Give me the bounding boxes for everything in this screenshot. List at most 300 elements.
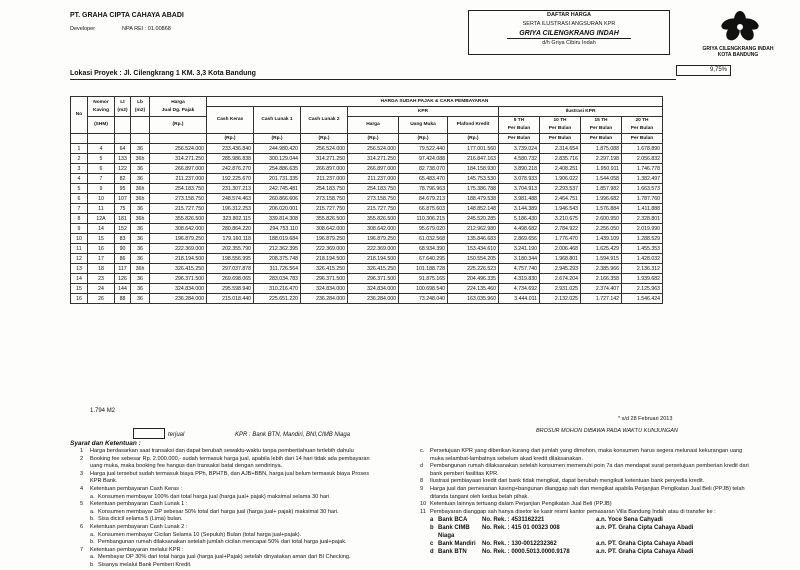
logo-caption-line-2: KOTA BANDUNG [717,52,759,58]
table-row [71,214,663,224]
table-cell: 254.183.750 [150,184,207,194]
date-note: * s/d 28 Februari 2013 [618,416,673,422]
table-cell: 11 [71,244,88,254]
terjual-legend-box [133,428,165,439]
table-cell: 36 [131,234,150,244]
table-cell: 64 [115,144,131,154]
table-cell: 236.284.000 [348,294,399,304]
table-cell: 266.897.000 [348,164,399,174]
price-table-body [71,144,663,304]
table-cell: 12 [71,254,88,264]
table-cell: 4 [88,144,115,154]
table-cell: 225.226.523 [448,264,499,274]
table-cell: 126 [115,274,131,284]
table-cell: 1.455.353 [622,244,663,254]
table-cell: 308.642.000 [301,224,348,234]
term-item [90,516,380,524]
table-cell: 355.826.500 [301,214,348,224]
table-cell: 36h [131,214,150,224]
term-text: Konsumen membayar DP sebesar 50% total dari harga jual (harga jual+ pajak) maksimal 30 hari. [98,508,339,515]
table-cell: 36 [131,224,150,234]
bank-row [430,524,750,540]
table-cell: 280.864.220 [207,224,254,234]
table-cell: 4.734.692 [499,284,540,294]
term-text: Konsumen membayar Cicilan Selama 10 (Sepuluh) Bulan (total harga jual+pajak). [98,531,302,538]
col-lb-label: Lb [137,99,143,105]
term-item [80,524,380,532]
table-cell: 3.180.344 [499,254,540,264]
term-text: Ketentuan pembayaran Cash Lunak 1 : [90,501,188,508]
table-cell: 355.826.500 [150,214,207,224]
table-cell: 324.834.000 [150,284,207,294]
col-blank-e [150,134,207,144]
table-cell: 148.852.148 [448,204,499,214]
col-15th-sub: Per Bulan [589,126,613,131]
table-cell: 2.945.293 [540,264,581,274]
table-row [71,184,663,194]
term-item [420,486,750,501]
bank-b: c [430,541,434,548]
term-text: Sisanya melalui Bank Pemberi Kredit. [98,561,192,568]
col-blank-c [115,134,131,144]
table-cell: 2.385.966 [581,264,622,274]
table-cell: 1.288.529 [622,234,663,244]
bank-rek: No. Rek. : 415 01 00323 008 [482,525,560,532]
term-item [420,509,750,517]
term-text: Ilustrasi pembiayaan kredit dari bank tidak mengikat, dapat berubah mengikuti ketentuan bank penyedia kredit. [430,478,705,485]
table-cell: 36h [131,154,150,164]
table-cell: 181 [115,214,131,224]
table-cell: 216.847.163 [448,154,499,164]
table-cell: 36 [131,284,150,294]
col-per-bulan-2: Per Bulan [540,134,581,144]
logo-caption-line-1: GRIYA CILENGKRANG INDAH [702,46,774,52]
col-lb-blank [131,117,150,134]
table-cell: 211.237.000 [348,174,399,184]
table-cell: 273.158.750 [348,194,399,204]
term-number: 2 [80,455,84,462]
table-cell: 184.158.930 [448,164,499,174]
price-table [70,96,663,304]
table-cell: 1 [71,144,88,154]
table-cell: 61.032.568 [399,234,448,244]
col-jual-label: Jual Dg. Pajak [161,107,195,113]
table-cell: 36h [131,194,150,204]
table-cell: 242.745.481 [254,184,301,194]
table-cell: 13 [71,264,88,274]
table-cell: 10 [88,194,115,204]
table-cell: 1.544.058 [581,174,622,184]
bank-name: Bank BTN [438,549,467,556]
bank-b: b [430,525,434,532]
table-cell: 296.371.500 [348,274,399,284]
table-cell: 248.574.463 [207,194,254,204]
bank-row [430,548,750,556]
term-number: 7 [80,546,84,553]
table-cell: 231.307.213 [207,184,254,194]
table-cell: 2.256.050 [581,224,622,234]
table-cell: 36 [131,274,150,284]
col-blank-d [131,134,150,144]
table-cell: 2.674.204 [540,274,581,284]
table-row [71,224,663,234]
table-cell: 308.642.000 [348,224,399,234]
term-text: Booking fee sebesar Rp. 2.000.000,- sudah termasuk harga jual, apabila lebih dari 14 hari tidak ada pembayaran uang muka, maka booking fee hangus dan transaksi batal dengan sendirinya. [90,455,370,470]
table-cell: 1.950.911 [581,164,622,174]
table-cell: 1.857.982 [581,184,622,194]
terjual-label: terjual [168,432,185,438]
title-line-2: SERTA ILUSTRASI ANGSURAN KPR [522,21,616,27]
term-item [80,456,380,471]
table-cell: 2.056.832 [622,154,663,164]
table-cell: 95 [115,184,131,194]
table-cell: 10 [71,234,88,244]
table-cell: 5 [88,154,115,164]
table-cell: 67.640.295 [399,254,448,264]
table-cell: 7 [71,204,88,214]
table-cell: 2.464.751 [540,194,581,204]
table-cell: 84.679.213 [399,194,448,204]
term-number: c. [420,448,425,454]
col-per-bulan-3: Per Bulan [581,134,622,144]
term-item [80,547,380,555]
col-no: No [71,97,88,134]
term-text: Persetujuan KPR yang diberikan kurang dari jumlah yang dimohon, maka konsumen harus segera melunasi kekurangan uang muka selambat-lambatnya sebelum akad kredit dilaksanakan. [430,448,743,462]
table-cell: 310.216.470 [254,284,301,294]
bank-rek: No. Rek. : 130-0012232362 [482,541,557,548]
term-item [80,486,380,494]
table-cell: 254.183.750 [348,184,399,194]
bank-an: a.n. PT. Graha Cipta Cahaya Abadi [596,525,694,532]
col-shm: (SHM) [88,117,115,134]
col-5th [499,117,540,134]
table-cell: 339.814.308 [254,214,301,224]
table-cell: 3.739.024 [499,144,540,154]
divider [70,79,676,80]
table-cell: 326.415.250 [301,264,348,274]
col-rp-5: (Rp.) [399,134,448,144]
table-cell: 36 [131,204,150,214]
table-cell: 82 [115,174,131,184]
table-cell: 2.136.312 [622,264,663,274]
table-cell: 218.194.500 [150,254,207,264]
col-rp-3: (Rp.) [301,134,348,144]
table-cell: 300.129.044 [254,154,301,164]
table-cell: 36h [131,184,150,194]
table-cell: 1.968.801 [540,254,581,264]
table-cell: 326.415.250 [348,264,399,274]
table-cell: 222.369.000 [348,244,399,254]
table-cell: 323.802.115 [207,214,254,224]
col-uang-muka: Uang Muka [399,117,448,134]
table-cell: 256.524.000 [301,144,348,154]
term-text: Pembangunan rumah dilaksanakan setelah jumlah cicilan mencapai 50% dari total harga jual+pajak. [98,539,347,546]
col-lt-blank [115,117,131,134]
table-cell: 24 [88,284,115,294]
col-harga-rp: (Rp.) [150,117,207,134]
table-cell: 79.522.440 [399,144,448,154]
table-cell: 91.875.165 [399,274,448,284]
table-row [71,274,663,284]
table-cell: 82.738.070 [399,164,448,174]
table-cell: 110.306.215 [399,214,448,224]
table-cell: 3.078.933 [499,174,540,184]
table-cell: 14 [71,274,88,284]
table-cell: 2.869.656 [499,234,540,244]
col-blank-a [71,134,88,144]
table-cell: 2.835.716 [540,154,581,164]
col-harga-label: Harga [171,99,185,105]
table-cell: 4.498.682 [499,224,540,234]
col-10th-sub: Per Bulan [548,126,572,131]
col-group-setelah: HARGA SUDAH PAJAK & CARA PEMBAYARAN [207,97,663,107]
table-cell: 225.651.220 [254,294,301,304]
bank-an: a.n. Yoce Sena Cahyadi [596,517,663,524]
table-cell: 8 [71,214,88,224]
table-cell: 1.625.429 [581,244,622,254]
col-kpr-harga: Harga [348,117,399,134]
table-cell: 2 [71,154,88,164]
bank-b: a [430,517,434,524]
table-cell: 2.374.407 [581,284,622,294]
term-number: a. [90,554,95,561]
term-item [90,493,380,502]
col-cash-lunak-1: Cash Lunak 1 [254,107,301,134]
table-cell: 15 [88,234,115,244]
bank-b: d [430,549,434,556]
table-cell: 355.826.500 [348,214,399,224]
table-row [71,244,663,254]
table-cell: 1.382.497 [622,174,663,184]
table-cell: 188.479.538 [448,194,499,204]
table-cell: 2.600.950 [581,214,622,224]
table-row [71,194,663,204]
table-cell: 4.580.732 [499,154,540,164]
col-10th-label: 10 TH [553,118,567,123]
table-cell: 1.576.884 [581,204,622,214]
col-rp-4: (Rp.) [348,134,399,144]
col-lb-unit: (m2) [134,107,146,113]
term-number: 3 [80,470,84,477]
term-number: b [90,561,94,568]
table-cell: 36 [131,294,150,304]
col-blank-b [88,134,115,144]
table-cell: 9 [88,184,115,194]
col-per-bulan-4: Per Bulan [622,134,663,144]
term-text: Ketentuan pembayaran melalui KPR : [90,546,184,553]
table-cell: 73.248.040 [399,294,448,304]
flower-logo-icon [700,8,780,46]
table-cell: 314.271.250 [348,154,399,164]
table-cell: 1.906.022 [540,174,581,184]
table-cell: 212.962.980 [448,224,499,234]
table-cell: 88 [115,294,131,304]
table-cell: 2.314.654 [540,144,581,154]
table-cell: 211.237.000 [150,174,207,184]
table-cell: 135.846.683 [448,234,499,244]
table-cell: 296.371.500 [301,274,348,284]
term-number: a. [90,508,95,515]
table-cell: 188.019.684 [254,234,301,244]
term-number: d [420,463,424,470]
table-row [71,154,663,164]
term-text: Harga jual dan pemesanan kaving+bangunan dianggap sah dan mengikat apabila Perjanjian Pengikatan Jual Beli (PPJB) telah ditanda tangani oleh kedua belah pihak. [430,485,745,500]
term-number: b. [90,539,95,546]
title-line-1: DAFTAR HARGA [547,12,591,18]
table-cell: 1.776.470 [540,234,581,244]
terms-left [80,448,380,570]
term-item [90,508,380,517]
col-group-kpr: KPR [348,107,499,117]
table-cell: 9 [71,224,88,234]
table-cell: 3.444.011 [499,294,540,304]
terms-title: Syarat dan Ketentuan : [70,440,141,447]
table-cell: 2.125.963 [622,284,663,294]
table-cell: 1.439.109 [581,234,622,244]
company-name: PT. GRAHA CIPTA CAHAYA ABADI [70,12,184,19]
table-cell: 12A [88,214,115,224]
table-cell: 1.594.915 [581,254,622,264]
col-rp-2: (Rp.) [254,134,301,144]
project-location: Lokasi Proyek : Jl. Cilengkrang 1 KM. 3,3 Kota Bandung [70,70,256,77]
table-cell: 36h [131,264,150,274]
table-cell: 260.866.606 [254,194,301,204]
term-number: b. [90,516,95,523]
table-cell: 2.006.468 [540,244,581,254]
table-cell: 266.897.000 [301,164,348,174]
table-cell: 150.554.205 [448,254,499,264]
col-10th [540,117,581,134]
table-cell: 245.520.285 [448,214,499,224]
table-cell: 311.726.564 [254,264,301,274]
col-plafond: Plafond Kredit [448,117,499,134]
col-15th-label: 15 TH [594,118,608,123]
bank-name: Bank BCA [438,517,468,524]
col-kaving-label: Kaving [93,107,109,113]
term-text: Sisa dicicil selama 5 (Lima) bulan. [98,516,183,523]
table-cell: 4.757.740 [499,264,540,274]
table-cell: 4 [71,174,88,184]
logo-caption [683,46,793,58]
table-cell: 3 [71,164,88,174]
table-cell: 254.183.750 [301,184,348,194]
table-row [71,254,663,264]
table-cell: 236.284.000 [150,294,207,304]
table-cell: 206.020.001 [254,204,301,214]
col-lt-label: Lt [120,99,125,105]
term-item [420,463,750,478]
title-line-4: d/h Griya Cibiru Indah [507,38,631,48]
table-cell: 198.556.995 [207,254,254,264]
table-cell: 196.312.253 [207,204,254,214]
total-unit: M2 [106,408,116,414]
table-cell: 224.135.460 [448,284,499,294]
table-cell: 1.411.888 [622,204,663,214]
table-cell: 296.371.500 [150,274,207,284]
term-text: Harga jual tersebut sudah termasuk biaya PPh, BPHTB, dan AJB+BBN, harga jual belum termasuk biaya Proses KPR Bank. [90,470,370,485]
table-row [71,284,663,294]
table-cell: 294.753.110 [254,224,301,234]
term-number: 9 [420,485,424,492]
table-cell: 233.436.840 [207,144,254,154]
table-cell: 211.237.000 [301,174,348,184]
term-item [420,501,750,509]
table-cell: 196.879.250 [150,234,207,244]
table-cell: 196.879.250 [301,234,348,244]
col-nomor [88,97,115,117]
table-cell: 107 [115,194,131,204]
table-cell: 218.194.500 [301,254,348,264]
bank-an: a.n. PT. Graha Cipta Cahaya Abadi [596,541,694,548]
term-item [80,471,380,486]
table-cell: 324.834.000 [301,284,348,294]
term-text: Ketentuan lainnya tertuang dalam Perjanjian Pengikatan Jual Beli (PPJB) [430,501,612,508]
table-cell: 95.679.020 [399,224,448,234]
term-text: Konsumen membayar 100% dari total harga jual (harga jual+ pajak) maksimal selama 30 hari [98,493,330,500]
table-cell: 1.939.682 [622,274,663,284]
col-lt-unit: (m2) [117,107,128,113]
bank-rek: No. Rek. : 4531162221 [482,517,545,524]
table-cell: 1.875.088 [581,144,622,154]
table-cell: 5 [71,184,88,194]
table-cell: 163.035.960 [448,294,499,304]
table-cell: 5.186.430 [499,214,540,224]
table-cell: 1.428.032 [622,254,663,264]
table-cell: 202.355.790 [207,244,254,254]
term-text: Ketentuan pembayaran Cash Keras : [90,485,183,492]
table-cell: 16 [88,244,115,254]
title-line-3: GRIYA CILENGKRANG INDAH [519,30,619,37]
table-row [71,164,663,174]
col-lt [115,97,131,117]
table-cell: 36 [131,254,150,264]
table-cell: 16 [71,294,88,304]
table-cell: 3.890.218 [499,164,540,174]
table-cell: 1.946.543 [540,204,581,214]
table-cell: 208.375.748 [254,254,301,264]
col-rp-6: (Rp.) [448,134,499,144]
table-cell: 295.598.940 [207,284,254,294]
total-lt: 1.794 [90,408,106,414]
table-cell: 192.225.670 [207,174,254,184]
table-cell: 179.160.118 [207,234,254,244]
bank-name: Bank Mandiri [438,541,476,548]
table-cell: 122 [115,164,131,174]
table-cell: 3.144.389 [499,204,540,214]
table-cell: 36 [131,174,150,184]
table-cell: 3.981.488 [499,194,540,204]
term-item [80,501,380,509]
table-cell: 1.678.890 [622,144,663,154]
table-row [71,264,663,274]
table-cell: 244.980.420 [254,144,301,154]
table-cell: 314.271.250 [150,154,207,164]
table-cell: 1.546.424 [622,294,663,304]
table-cell: 14 [88,224,115,234]
table-cell: 65.483.470 [399,174,448,184]
term-item [80,448,380,456]
col-20th [622,117,663,134]
table-cell: 23 [88,274,115,284]
term-number: 10 [420,501,427,508]
table-cell: 18 [88,264,115,274]
table-cell: 256.524.000 [348,144,399,154]
term-text: Pembangunan rumah dilaksanakan setelah konsumen memenuhi poin 7a dan mendapat surat persetujuan pemberian kredit dari bank pemberi fasilitas KPR. [430,463,749,477]
col-per-bulan-1: Per Bulan [499,134,540,144]
table-cell: 144 [115,284,131,294]
table-cell: 2.297.198 [581,154,622,164]
table-cell: 97.424.088 [399,154,448,164]
